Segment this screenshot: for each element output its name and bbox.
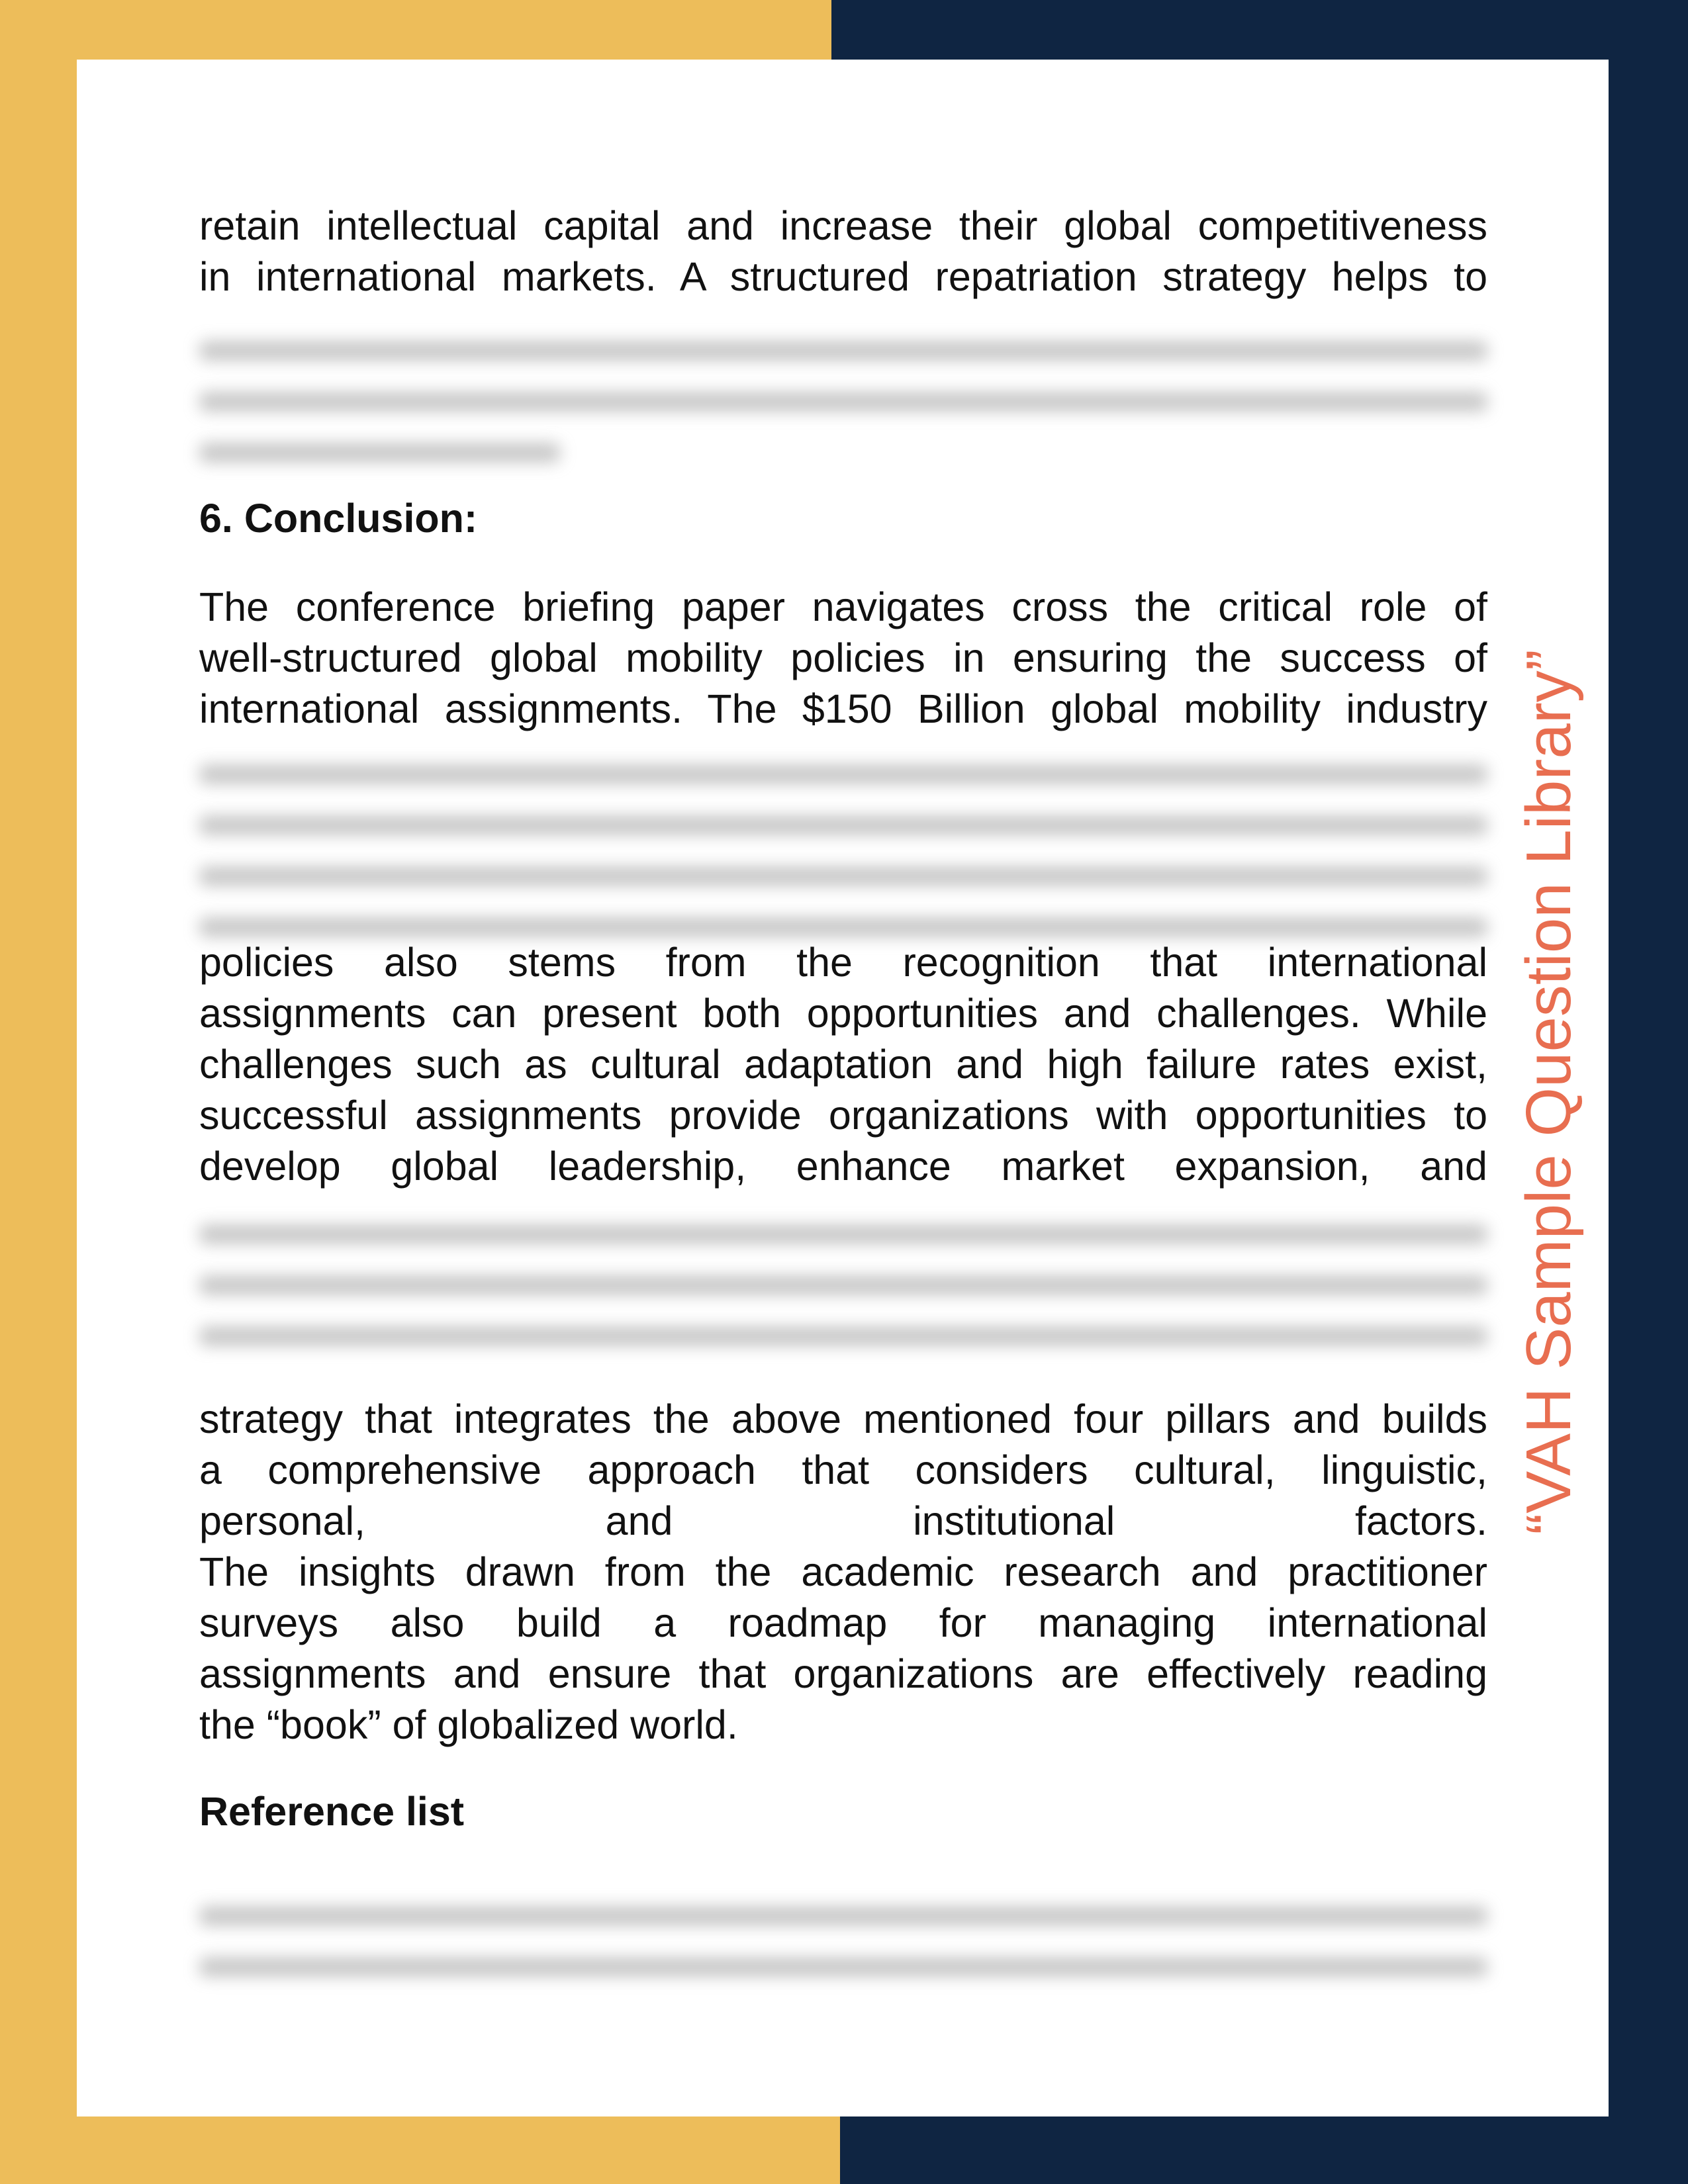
- document-page: [77, 60, 1609, 2116]
- text-line: personal, and institutional factors.: [199, 1498, 1487, 1543]
- text-line: The conference briefing paper navigates cross the critical role of: [199, 584, 1487, 629]
- text-line: The insights drawn from the academic research and practitioner: [199, 1549, 1487, 1594]
- text-line: develop global leadership, enhance market expansion, and: [199, 1144, 1487, 1189]
- blurred-reference-block: [199, 1906, 1487, 2008]
- watermark: “VAH Sample Question Library”: [1513, 649, 1584, 1535]
- heading-conclusion: 6. Conclusion:: [199, 496, 478, 541]
- text-line: the “book” of globalized world.: [199, 1702, 738, 1747]
- blurred-text-block: [199, 341, 1487, 494]
- text-line: a comprehensive approach that considers cultural, linguistic,: [199, 1447, 1487, 1492]
- text-line: in international markets. A structured repatriation strategy helps to: [199, 254, 1487, 299]
- text-line: surveys also build a roadmap for managing international: [199, 1600, 1487, 1645]
- text-line: policies also stems from the recognition that international: [199, 940, 1487, 985]
- text-line: assignments and ensure that organizations are effectively reading: [199, 1651, 1487, 1696]
- text-line: challenges such as cultural adaptation and high failure rates exist,: [199, 1042, 1487, 1087]
- text-line: strategy that integrates the above mentioned four pillars and builds: [199, 1396, 1487, 1441]
- text-line: successful assignments provide organizations with opportunities to: [199, 1093, 1487, 1138]
- text-line: international assignments. The $150 Billion global mobility industry: [199, 686, 1487, 731]
- text-line: well-structured global mobility policies in ensuring the success of: [199, 635, 1487, 680]
- text-line: retain intellectual capital and increase their global competitiveness: [199, 203, 1487, 248]
- blurred-text-block: [199, 1224, 1487, 1377]
- heading-reference-list: Reference list: [199, 1789, 465, 1834]
- text-line: assignments can present both opportunities and challenges. While: [199, 991, 1487, 1036]
